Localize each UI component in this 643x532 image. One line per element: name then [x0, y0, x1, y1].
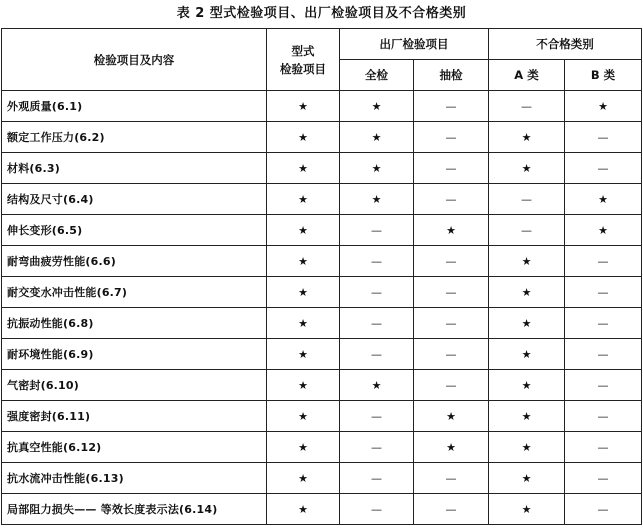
type-inspection-cell: ★: [267, 91, 340, 122]
class-b-cell: —: [565, 370, 642, 401]
sample-inspection-cell: —: [414, 339, 489, 370]
class-b-cell: —: [565, 401, 642, 432]
type-inspection-cell: ★: [267, 308, 340, 339]
class-b-cell: —: [565, 463, 642, 494]
class-b-cell: ★: [565, 215, 642, 246]
class-b-cell: —: [565, 308, 642, 339]
class-b-cell: —: [565, 494, 642, 525]
class-a-cell: ★: [489, 339, 565, 370]
full-inspection-cell: —: [340, 463, 414, 494]
type-inspection-cell: ★: [267, 153, 340, 184]
table-row: [2, 494, 642, 525]
full-inspection-cell: ★: [340, 370, 414, 401]
table-row: [2, 370, 642, 401]
table-header: [2, 29, 642, 91]
sample-inspection-cell: —: [414, 246, 489, 277]
class-a-cell: ★: [489, 401, 565, 432]
item-name-cell: 抗水流冲击性能(6.13): [2, 463, 267, 494]
sample-inspection-cell: ★: [414, 215, 489, 246]
table-row: [2, 432, 642, 463]
item-name-cell: 抗真空性能(6.12): [2, 432, 267, 463]
sample-inspection-cell: —: [414, 308, 489, 339]
inspection-table: [1, 28, 642, 525]
table-row: [2, 215, 642, 246]
full-inspection-cell: ★: [340, 91, 414, 122]
full-inspection-cell: ★: [340, 153, 414, 184]
type-inspection-cell: ★: [267, 184, 340, 215]
item-name-cell: 抗振动性能(6.8): [2, 308, 267, 339]
sample-inspection-cell: —: [414, 463, 489, 494]
item-name-cell: 额定工作压力(6.2): [2, 122, 267, 153]
table-row: [2, 122, 642, 153]
item-name-cell: 耐交变水冲击性能(6.7): [2, 277, 267, 308]
class-b-cell: —: [565, 153, 642, 184]
sample-inspection-cell: —: [414, 277, 489, 308]
class-a-cell: ★: [489, 432, 565, 463]
item-name-cell: 外观质量(6.1): [2, 91, 267, 122]
item-name-cell: 结构及尺寸(6.4): [2, 184, 267, 215]
sample-inspection-cell: —: [414, 494, 489, 525]
table-row: [2, 339, 642, 370]
type-inspection-cell: ★: [267, 401, 340, 432]
table-caption: 表 2 型式检验项目、出厂检验项目及不合格类别: [176, 6, 467, 21]
class-b-cell: —: [565, 339, 642, 370]
table-row: [2, 463, 642, 494]
item-name-cell: 强度密封(6.11): [2, 401, 267, 432]
full-inspection-cell: —: [340, 339, 414, 370]
header-type-inspection: [267, 29, 340, 91]
full-inspection-cell: —: [340, 308, 414, 339]
sample-inspection-cell: ★: [414, 401, 489, 432]
header-type-line1: 型式: [291, 43, 315, 58]
full-inspection-cell: —: [340, 401, 414, 432]
class-a-cell: ★: [489, 153, 565, 184]
class-b-cell: —: [565, 246, 642, 277]
item-name-cell: 耐弯曲疲劳性能(6.6): [2, 246, 267, 277]
class-a-cell: —: [489, 215, 565, 246]
full-inspection-cell: ★: [340, 184, 414, 215]
table-row: [2, 246, 642, 277]
table-row: [2, 277, 642, 308]
class-b-cell: ★: [565, 91, 642, 122]
class-a-cell: ★: [489, 308, 565, 339]
type-inspection-cell: ★: [267, 122, 340, 153]
table-row: [2, 153, 642, 184]
type-inspection-cell: ★: [267, 494, 340, 525]
header-class-b: B 类: [565, 60, 642, 91]
header-full-inspection: 全检: [340, 60, 414, 91]
class-a-cell: ★: [489, 494, 565, 525]
type-inspection-cell: ★: [267, 463, 340, 494]
full-inspection-cell: —: [340, 215, 414, 246]
class-b-cell: —: [565, 432, 642, 463]
class-a-cell: ★: [489, 370, 565, 401]
item-name-cell: 气密封(6.10): [2, 370, 267, 401]
type-inspection-cell: ★: [267, 339, 340, 370]
sample-inspection-cell: —: [414, 153, 489, 184]
sample-inspection-cell: ★: [414, 432, 489, 463]
item-name-cell: 材料(6.3): [2, 153, 267, 184]
type-inspection-cell: ★: [267, 277, 340, 308]
header-type-line2: 检验项目: [280, 61, 326, 76]
header-class-a: A 类: [489, 60, 565, 91]
class-b-cell: —: [565, 277, 642, 308]
header-item: 检验项目及内容: [2, 29, 267, 91]
item-name-cell: 耐环境性能(6.9): [2, 339, 267, 370]
class-a-cell: ★: [489, 122, 565, 153]
type-inspection-cell: ★: [267, 215, 340, 246]
class-b-cell: ★: [565, 184, 642, 215]
item-name-cell: 伸长变形(6.5): [2, 215, 267, 246]
table-row: [2, 184, 642, 215]
sample-inspection-cell: —: [414, 370, 489, 401]
sample-inspection-cell: —: [414, 122, 489, 153]
class-a-cell: —: [489, 184, 565, 215]
sample-inspection-cell: —: [414, 91, 489, 122]
table-row: [2, 401, 642, 432]
item-name-cell: 局部阻力损失—— 等效长度表示法(6.14): [2, 494, 267, 525]
table-row: [2, 308, 642, 339]
sample-inspection-cell: —: [414, 184, 489, 215]
table-body: [2, 91, 642, 525]
full-inspection-cell: —: [340, 246, 414, 277]
header-factory-inspection: 出厂检验项目: [340, 29, 489, 60]
header-sample-inspection: 抽检: [414, 60, 489, 91]
class-b-cell: —: [565, 122, 642, 153]
class-a-cell: ★: [489, 277, 565, 308]
full-inspection-cell: —: [340, 277, 414, 308]
type-inspection-cell: ★: [267, 246, 340, 277]
type-inspection-cell: ★: [267, 370, 340, 401]
table-row: [2, 91, 642, 122]
full-inspection-cell: ★: [340, 122, 414, 153]
full-inspection-cell: —: [340, 432, 414, 463]
full-inspection-cell: —: [340, 494, 414, 525]
type-inspection-cell: ★: [267, 432, 340, 463]
class-a-cell: ★: [489, 246, 565, 277]
header-nonconformity-class: 不合格类别: [489, 29, 642, 60]
class-a-cell: ★: [489, 463, 565, 494]
class-a-cell: —: [489, 91, 565, 122]
